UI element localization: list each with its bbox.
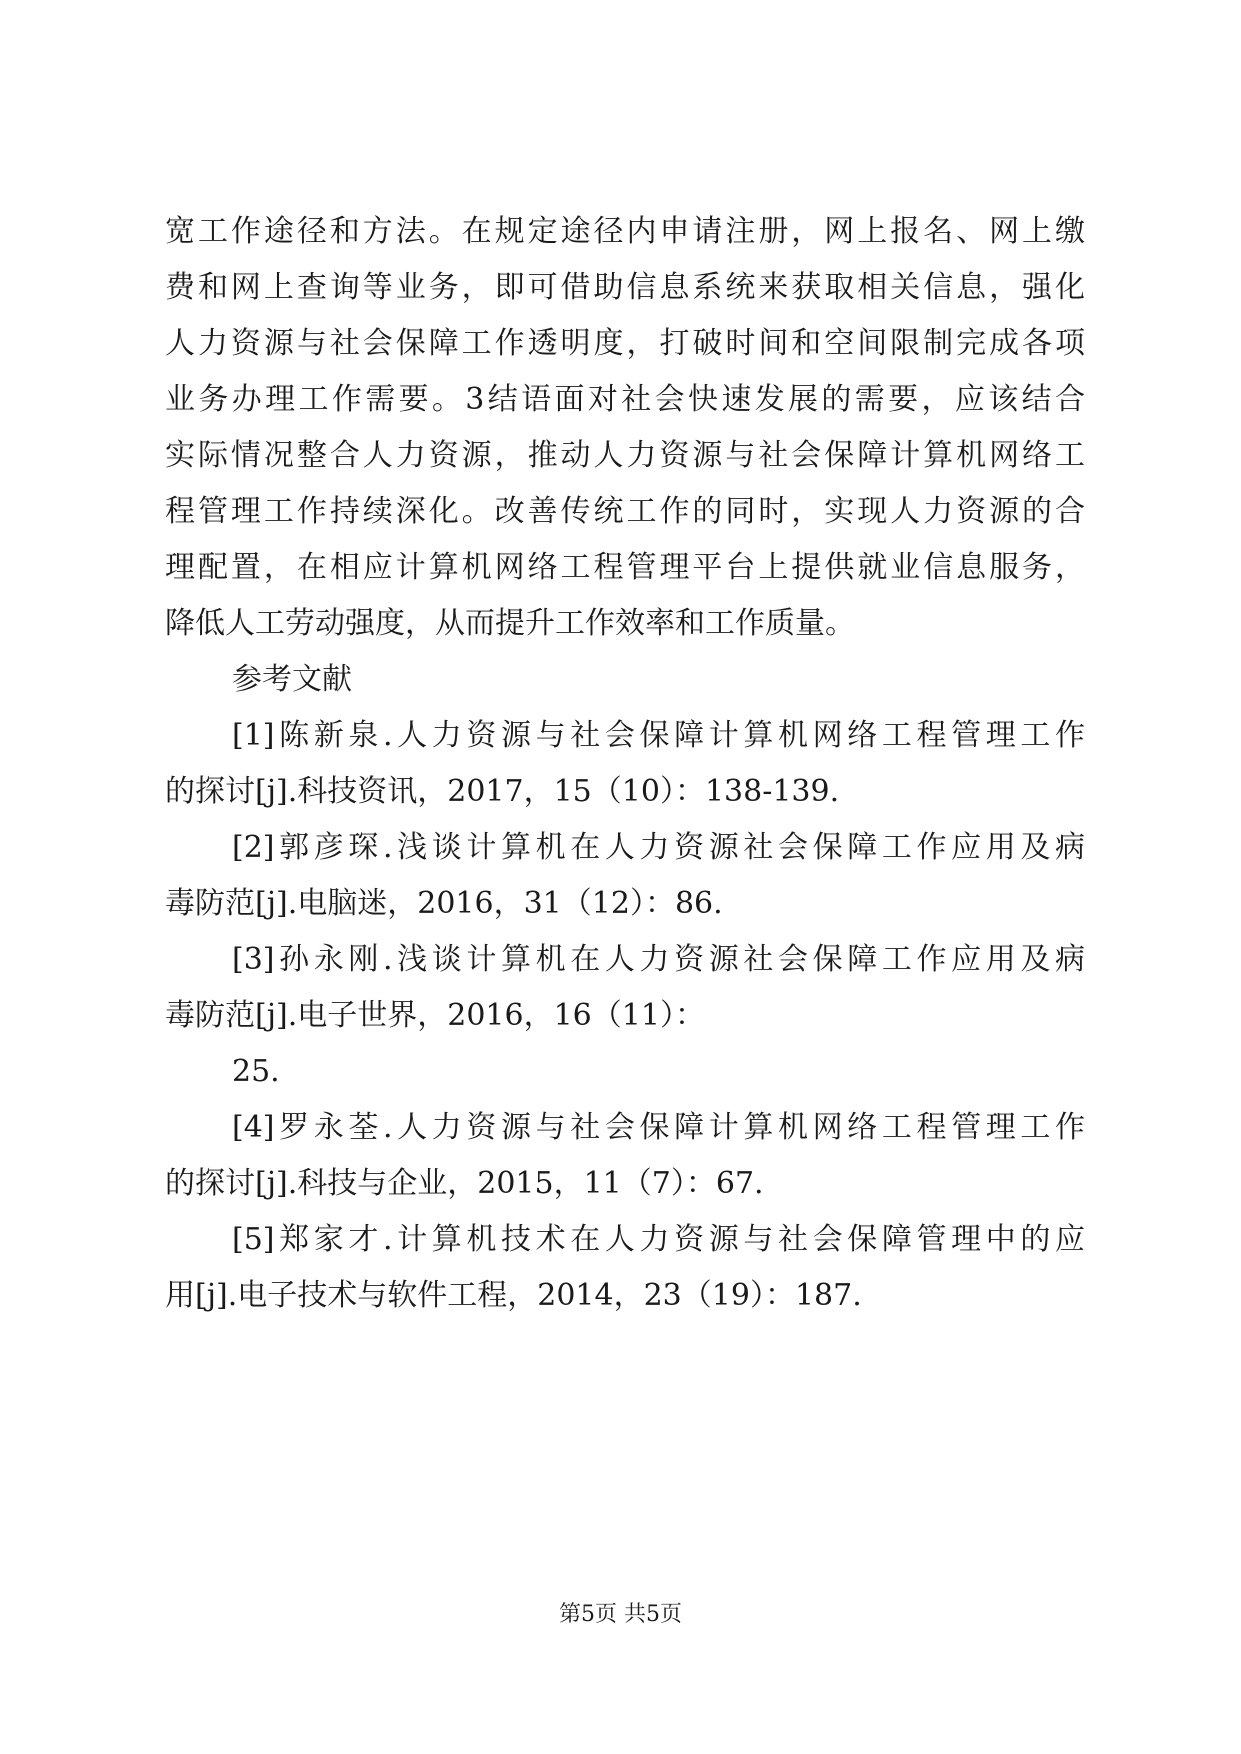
reference-item-1-line1: [1]陈新泉.人力资源与社会保障计算机网络工程管理工作: [232, 718, 1085, 753]
body-line: 费和网上查询等业务，即可借助信息系统来获取相关信息，强化: [165, 270, 1085, 305]
reference-item-2-line2: 毒防范[j].电脑迷，2016，31（12）：86.: [165, 886, 723, 921]
body-line: 业务办理工作需要。3结语面对社会快速发展的需要，应该结合: [165, 382, 1085, 417]
reference-item-3-line3: 25.: [232, 1054, 280, 1089]
reference-item-3-line2: 毒防范[j].电子世界，2016，16（11）：: [165, 998, 705, 1033]
reference-item-4-line2: 的探讨[j].科技与企业，2015，11（7）：67.: [165, 1166, 764, 1201]
body-line: 理配置，在相应计算机网络工程管理平台上提供就业信息服务，: [165, 550, 1085, 585]
reference-item-4-line1: [4]罗永荃.人力资源与社会保障计算机网络工程管理工作: [232, 1110, 1085, 1145]
reference-item-5-line1: [5]郑家才.计算机技术在人力资源与社会保障管理中的应: [232, 1222, 1085, 1257]
references-heading: 参考文献: [232, 662, 352, 697]
body-line: 降低人工劳动强度，从而提升工作效率和工作质量。: [165, 606, 855, 641]
body-line: 人力资源与社会保障工作透明度，打破时间和空间限制完成各项: [165, 326, 1085, 361]
page-number-footer: 第5页 共5页: [559, 1602, 682, 1627]
body-line: 实际情况整合人力资源，推动人力资源与社会保障计算机网络工: [165, 438, 1085, 473]
body-line: 程管理工作持续深化。改善传统工作的同时，实现人力资源的合: [165, 494, 1085, 529]
body-line: 宽工作途径和方法。在规定途径内申请注册，网上报名、网上缴: [165, 214, 1085, 249]
reference-item-3-line1: [3]孙永刚.浅谈计算机在人力资源社会保障工作应用及病: [232, 942, 1085, 977]
reference-item-1-line2: 的探讨[j].科技资讯，2017，15（10）：138-139.: [165, 774, 840, 809]
reference-item-5-line2: 用[j].电子技术与软件工程，2014，23（19）：187.: [165, 1278, 862, 1313]
reference-item-2-line1: [2]郭彦琛.浅谈计算机在人力资源社会保障工作应用及病: [232, 830, 1085, 865]
